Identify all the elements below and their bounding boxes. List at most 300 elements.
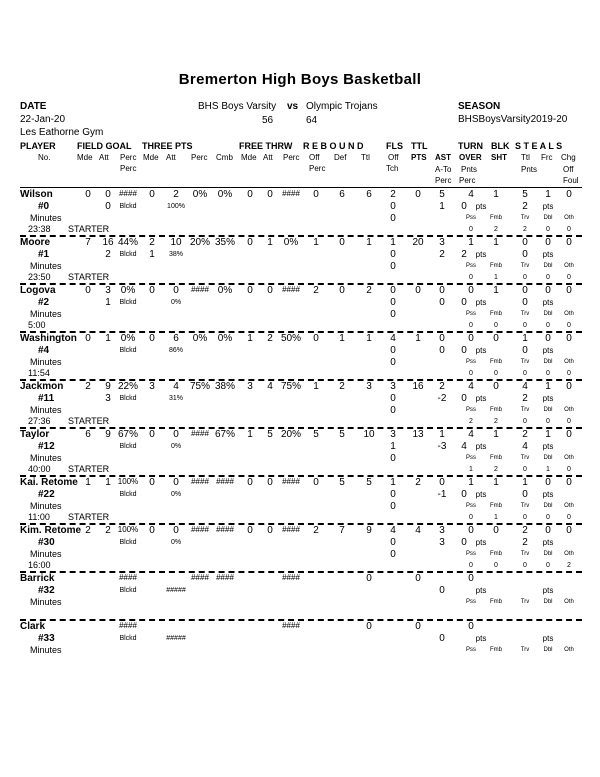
ft-attempts: 0 xyxy=(267,189,273,200)
pts-label: pts xyxy=(475,250,487,259)
steals-forced: 1 xyxy=(545,189,551,200)
rebound-def: 6 xyxy=(339,189,345,200)
assist-to-ratio: -3 xyxy=(437,441,447,452)
ft-percent: #### xyxy=(282,621,300,630)
ft-attempts: 0 xyxy=(267,285,273,296)
assists: 3 xyxy=(439,525,445,536)
pts-label: pts xyxy=(475,346,487,355)
other-label: Oth xyxy=(564,407,574,413)
steals-forced: 0 xyxy=(545,477,551,488)
double-turnovers: 0 xyxy=(546,418,550,425)
ft-attempts: 5 xyxy=(267,429,273,440)
rebound-def: 7 xyxy=(339,525,345,536)
player-number: #30 xyxy=(38,537,55,548)
pass-label: Pss xyxy=(465,215,476,221)
header-ast: AST xyxy=(435,153,451,162)
header-reb-def: Def xyxy=(334,153,347,162)
blocks: 1 xyxy=(493,189,499,200)
double-turnovers: 0 xyxy=(546,226,550,233)
three-attempts: 0 xyxy=(173,285,179,296)
assists: 5 xyxy=(439,189,445,200)
pass-label: Pss xyxy=(465,407,476,413)
three-made: 0 xyxy=(149,525,155,536)
game-location: Les Eathorne Gym xyxy=(20,127,104,138)
assists: 1 xyxy=(439,429,445,440)
home-team: BHS Boys Varsity xyxy=(198,101,277,112)
starter-label: STARTER xyxy=(68,272,110,282)
player-name: Clark xyxy=(20,621,46,632)
rebound-off: 2 xyxy=(313,285,319,296)
travel-label: Trv xyxy=(520,455,530,461)
rebound-off: 1 xyxy=(313,237,319,248)
rebound-total: 2 xyxy=(366,285,372,296)
double-turnovers: 0 xyxy=(546,322,550,329)
pts-label: pts xyxy=(475,538,487,547)
fg-attempts: 1 xyxy=(105,477,111,488)
pass-turnovers: 0 xyxy=(469,370,473,377)
player-name: Kai. Retome xyxy=(20,477,78,488)
ft-percent: #### xyxy=(282,525,300,534)
pts-label: pts xyxy=(542,442,554,451)
fg-att-perc: 0 xyxy=(105,201,111,212)
fouls-off: 0 xyxy=(390,201,396,212)
steals-charge: 0 xyxy=(566,525,572,536)
assists: 0 xyxy=(439,477,445,488)
three-att-perc: 100% xyxy=(167,203,185,210)
turnover-points: 0 xyxy=(461,297,467,308)
player-number: #2 xyxy=(38,297,50,308)
minutes-label: Minutes xyxy=(30,309,62,319)
header-fg-att: Att xyxy=(99,153,109,162)
pts-label: pts xyxy=(475,634,487,643)
other-turnovers: 0 xyxy=(567,370,571,377)
header-three-pts: THREE PTS xyxy=(142,141,193,151)
travel-label: Trv xyxy=(520,551,530,557)
report-title: Bremerton High Boys Basketball xyxy=(178,71,422,88)
header-reb-ttl: Ttl xyxy=(361,153,370,162)
header-player: PLAYER xyxy=(20,141,56,151)
ft-attempts: 1 xyxy=(267,237,273,248)
assists: 3 xyxy=(439,237,445,248)
minutes-label: Minutes xyxy=(30,549,62,559)
three-attempts: 0 xyxy=(173,477,179,488)
fg-attempts: 16 xyxy=(102,237,114,248)
steals-charge: 0 xyxy=(566,429,572,440)
fouls-tch: 0 xyxy=(390,213,396,224)
minutes-label: Minutes xyxy=(30,501,62,511)
fouls-tch: 0 xyxy=(390,357,396,368)
header-ft-mde: Mde xyxy=(241,153,257,162)
fumble-turnovers: 1 xyxy=(494,274,498,281)
points: 0 xyxy=(415,621,421,632)
rebound-def: 0 xyxy=(339,285,345,296)
pass-turnovers: 0 xyxy=(469,274,473,281)
minutes-played: 27:36 xyxy=(28,416,51,426)
ft-made: 1 xyxy=(247,333,253,344)
three-percent: #### xyxy=(191,525,209,534)
steals-total: 2 xyxy=(522,429,528,440)
combined-percent: 0% xyxy=(217,333,233,344)
turnover-points: 0 xyxy=(461,489,467,500)
fumble-turnovers: 1 xyxy=(494,514,498,521)
steal-points: 4 xyxy=(522,441,528,452)
pts-label: pts xyxy=(542,298,554,307)
pts-label: pts xyxy=(475,394,487,403)
travel-turnovers: 0 xyxy=(523,514,527,521)
blocked-label: Blckd xyxy=(119,347,137,354)
minutes-played: 40:00 xyxy=(28,464,51,474)
pass-label: Pss xyxy=(465,551,476,557)
fumble-label: Fmb xyxy=(490,311,502,317)
steals-total: 4 xyxy=(522,381,528,392)
three-att-perc: 0% xyxy=(170,299,182,306)
other-label: Oth xyxy=(564,455,574,461)
travel-label: Trv xyxy=(520,359,530,365)
header-fls-off: Off xyxy=(388,153,399,162)
fouls: 2 xyxy=(390,189,396,200)
other-turnovers: 2 xyxy=(567,562,571,569)
blocks: 0 xyxy=(493,381,499,392)
fouls-off: 1 xyxy=(390,441,396,452)
fg-percent: 100% xyxy=(117,477,139,486)
rebound-off: 1 xyxy=(313,381,319,392)
fouls-off: 0 xyxy=(390,249,396,260)
three-att-perc: ##### xyxy=(166,587,186,594)
blocks: 1 xyxy=(493,285,499,296)
fg-percent: #### xyxy=(119,189,137,198)
three-percent: 75% xyxy=(189,381,210,392)
assists: 2 xyxy=(439,381,445,392)
rebound-def: 0 xyxy=(339,237,345,248)
fg-attempts: 2 xyxy=(105,525,111,536)
ft-made: 0 xyxy=(247,525,253,536)
header-sht: SHT xyxy=(491,153,507,162)
travel-turnovers: 0 xyxy=(523,370,527,377)
pts-label: pts xyxy=(475,490,487,499)
double-label: Dbl xyxy=(543,407,553,413)
minutes-played: 11:54 xyxy=(28,368,50,378)
ft-percent: 50% xyxy=(280,333,301,344)
ft-made: 0 xyxy=(247,285,253,296)
turnovers: 0 xyxy=(468,525,474,536)
pts-label: pts xyxy=(475,442,487,451)
turnovers: 1 xyxy=(468,237,474,248)
combined-percent: #### xyxy=(216,477,234,486)
double-label: Dbl xyxy=(543,647,553,653)
minutes-label: Minutes xyxy=(30,261,62,271)
fouls: 4 xyxy=(390,333,396,344)
header-turn: TURN xyxy=(458,141,483,151)
steals-forced: 0 xyxy=(545,285,551,296)
other-label: Oth xyxy=(564,263,574,269)
rebound-total: 9 xyxy=(366,525,372,536)
starter-label: STARTER xyxy=(68,464,110,474)
fouls: 0 xyxy=(390,285,396,296)
pts-label: pts xyxy=(475,586,487,595)
player-number: #32 xyxy=(38,585,55,596)
minutes-played: 5:00 xyxy=(28,320,46,330)
travel-turnovers: 0 xyxy=(523,466,527,473)
fg-made: 7 xyxy=(85,237,91,248)
three-made: 0 xyxy=(149,333,155,344)
rebound-total: 1 xyxy=(366,237,372,248)
three-att-perc: 31% xyxy=(168,395,183,402)
points: 1 xyxy=(415,333,421,344)
header-tp-mde: Mde xyxy=(143,153,159,162)
rebound-total: 10 xyxy=(363,429,375,440)
ft-percent: #### xyxy=(282,189,300,198)
fg-made: 0 xyxy=(85,333,91,344)
fg-attempts: 1 xyxy=(105,333,111,344)
combined-percent: #### xyxy=(216,573,234,582)
ft-made: 0 xyxy=(247,477,253,488)
rebound-total: 0 xyxy=(366,621,372,632)
fumble-label: Fmb xyxy=(490,215,502,221)
header-divider xyxy=(20,187,582,188)
ft-percent: 20% xyxy=(280,429,301,440)
fg-percent: 0% xyxy=(120,285,136,296)
player-name: Barrick xyxy=(20,573,55,584)
header-stl-ttl: Ttl xyxy=(521,153,530,162)
points: 2 xyxy=(415,477,421,488)
combined-percent: 0% xyxy=(217,189,233,200)
player-number: #11 xyxy=(38,393,55,404)
combined-percent: 35% xyxy=(214,237,235,248)
rebound-off: 0 xyxy=(313,189,319,200)
fouls: 3 xyxy=(390,381,396,392)
pass-label: Pss xyxy=(465,503,476,509)
three-attempts: 4 xyxy=(173,381,179,392)
ft-made: 1 xyxy=(247,429,253,440)
header-reb-perc: Perc xyxy=(309,164,326,173)
fg-made: 2 xyxy=(85,525,91,536)
double-label: Dbl xyxy=(543,263,553,269)
pts-label: pts xyxy=(542,634,554,643)
fouls-tch: 0 xyxy=(390,453,396,464)
assist-to-ratio: 0 xyxy=(439,297,445,308)
fouls: 4 xyxy=(390,525,396,536)
other-label: Oth xyxy=(564,311,574,317)
ft-percent: 0% xyxy=(283,237,299,248)
steals-forced: 0 xyxy=(545,333,551,344)
steals-total: 2 xyxy=(522,525,528,536)
player-number: #22 xyxy=(38,489,55,500)
points: 13 xyxy=(412,429,424,440)
turnovers: 0 xyxy=(468,333,474,344)
header-tp-perc: Perc xyxy=(191,153,208,162)
assist-to-ratio: 0 xyxy=(439,585,445,596)
rebound-def: 5 xyxy=(339,429,345,440)
double-turnovers: 0 xyxy=(546,274,550,281)
three-percent: #### xyxy=(191,285,209,294)
fg-made: 0 xyxy=(85,285,91,296)
blocked-label: Blckd xyxy=(119,491,137,498)
player-number: #4 xyxy=(38,345,50,356)
three-percent: 20% xyxy=(189,237,210,248)
three-attempts: 6 xyxy=(173,333,179,344)
steals-charge: 0 xyxy=(566,189,572,200)
fouls: 3 xyxy=(390,429,396,440)
travel-label: Trv xyxy=(520,263,530,269)
header-pts: PTS xyxy=(411,153,427,162)
turnovers: 1 xyxy=(468,477,474,488)
three-made: 0 xyxy=(149,429,155,440)
fouls: 1 xyxy=(390,237,396,248)
player-name: Logova xyxy=(20,285,56,296)
points: 0 xyxy=(415,573,421,584)
ft-attempts: 4 xyxy=(267,381,273,392)
three-percent: #### xyxy=(191,429,209,438)
blocked-label: Blckd xyxy=(119,299,137,306)
starter-label: STARTER xyxy=(68,224,110,234)
steals-total: 1 xyxy=(522,477,528,488)
turnover-points: 4 xyxy=(461,441,467,452)
pts-label: pts xyxy=(542,538,554,547)
fumble-label: Fmb xyxy=(490,647,502,653)
fg-percent: #### xyxy=(119,573,137,582)
rebound-off: 0 xyxy=(313,477,319,488)
steals-charge: 0 xyxy=(566,285,572,296)
assist-to-ratio: -1 xyxy=(437,489,447,500)
other-turnovers: 0 xyxy=(567,226,571,233)
blocked-label: Blckd xyxy=(119,251,137,258)
travel-label: Trv xyxy=(520,503,530,509)
steals-charge: 0 xyxy=(566,477,572,488)
header-chg-off: Off xyxy=(563,165,574,174)
points: 0 xyxy=(415,189,421,200)
header-stl-pnts: Pnts xyxy=(521,165,538,174)
header-tp-att: Att xyxy=(166,153,176,162)
steals-forced: 1 xyxy=(545,429,551,440)
starter-label: STARTER xyxy=(68,416,110,426)
other-turnovers: 0 xyxy=(567,322,571,329)
header-chg: Chg xyxy=(561,153,576,162)
three-percent: 0% xyxy=(192,333,208,344)
ft-attempts: 0 xyxy=(267,477,273,488)
fg-att-perc: 2 xyxy=(105,249,111,260)
ft-made: 0 xyxy=(247,189,253,200)
other-label: Oth xyxy=(564,503,574,509)
header-turn-pnts: Pnts xyxy=(461,165,478,174)
fumble-turnovers: 2 xyxy=(494,418,498,425)
travel-turnovers: 2 xyxy=(523,226,527,233)
player-name: Jackmon xyxy=(20,381,64,392)
fouls-off: 0 xyxy=(390,393,396,404)
travel-label: Trv xyxy=(520,311,530,317)
three-made: 0 xyxy=(149,477,155,488)
three-made: 0 xyxy=(149,285,155,296)
header-frc: Frc xyxy=(541,153,553,162)
three-made: 2 xyxy=(149,237,155,248)
minutes-label: Minutes xyxy=(30,645,62,655)
pts-label: pts xyxy=(542,394,554,403)
fg-attempts: 9 xyxy=(105,429,111,440)
three-percent: #### xyxy=(191,573,209,582)
turnover-points: 0 xyxy=(461,537,467,548)
pass-turnovers: 1 xyxy=(469,466,473,473)
fumble-label: Fmb xyxy=(490,503,502,509)
pts-label: pts xyxy=(475,298,487,307)
assists: 0 xyxy=(439,285,445,296)
assist-to-ratio: 0 xyxy=(439,633,445,644)
rebound-total: 1 xyxy=(366,333,372,344)
pass-label: Pss xyxy=(465,359,476,365)
pass-turnovers: 0 xyxy=(469,562,473,569)
player-name: Washington xyxy=(20,333,77,344)
blocks: 1 xyxy=(493,429,499,440)
steals-total: 1 xyxy=(522,333,528,344)
other-turnovers: 0 xyxy=(567,418,571,425)
fouls-tch: 0 xyxy=(390,501,396,512)
other-label: Oth xyxy=(564,215,574,221)
vs-label: vs xyxy=(287,101,299,112)
header-ttl: TTL xyxy=(411,141,428,151)
rebound-def: 5 xyxy=(339,477,345,488)
pass-turnovers: 0 xyxy=(469,322,473,329)
double-turnovers: 0 xyxy=(546,514,550,521)
minutes-label: Minutes xyxy=(30,213,62,223)
player-name: Taylor xyxy=(20,429,50,440)
fumble-turnovers: 2 xyxy=(494,226,498,233)
points: 0 xyxy=(415,285,421,296)
pts-label: pts xyxy=(542,490,554,499)
blocked-label: Blckd xyxy=(119,395,137,402)
home-score: 56 xyxy=(262,115,274,126)
header-chg-foul: Foul xyxy=(563,176,579,185)
steal-points: 0 xyxy=(522,489,528,500)
three-attempts: 2 xyxy=(173,189,179,200)
blocks: 1 xyxy=(493,477,499,488)
minutes-played: 23:38 xyxy=(28,224,51,234)
assist-to-ratio: 0 xyxy=(439,345,445,356)
steals-charge: 0 xyxy=(566,381,572,392)
pts-label: pts xyxy=(542,346,554,355)
fg-attempts: 9 xyxy=(105,381,111,392)
fg-made: 6 xyxy=(85,429,91,440)
header-ft-perc: Perc xyxy=(283,153,300,162)
fg-percent: 100% xyxy=(117,525,139,534)
fouls-tch: 0 xyxy=(390,549,396,560)
fumble-label: Fmb xyxy=(490,599,502,605)
other-turnovers: 0 xyxy=(567,514,571,521)
fg-made: 1 xyxy=(85,477,91,488)
pass-label: Pss xyxy=(465,599,476,605)
blocked-label: Blckd xyxy=(119,203,137,210)
fouls-tch: 0 xyxy=(390,405,396,416)
minutes-label: Minutes xyxy=(30,597,62,607)
blocks: 0 xyxy=(493,333,499,344)
minutes-played: 16:00 xyxy=(28,560,51,570)
steal-points: 0 xyxy=(522,345,528,356)
header-blk: BLK xyxy=(491,141,510,151)
combined-percent: 67% xyxy=(214,429,235,440)
starter-label: STARTER xyxy=(68,512,110,522)
fg-att-perc: 1 xyxy=(105,297,111,308)
points: 16 xyxy=(412,381,424,392)
travel-label: Trv xyxy=(520,647,530,653)
other-label: Oth xyxy=(564,647,574,653)
pass-turnovers: 0 xyxy=(469,514,473,521)
pass-label: Pss xyxy=(465,263,476,269)
fumble-label: Fmb xyxy=(490,551,502,557)
fouls-off: 0 xyxy=(390,537,396,548)
combined-percent: 38% xyxy=(214,381,235,392)
minutes-label: Minutes xyxy=(30,357,62,367)
fg-percent: 22% xyxy=(117,381,138,392)
turnovers: 0 xyxy=(468,573,474,584)
three-att-perc: ##### xyxy=(166,635,186,642)
steal-points: 0 xyxy=(522,297,528,308)
